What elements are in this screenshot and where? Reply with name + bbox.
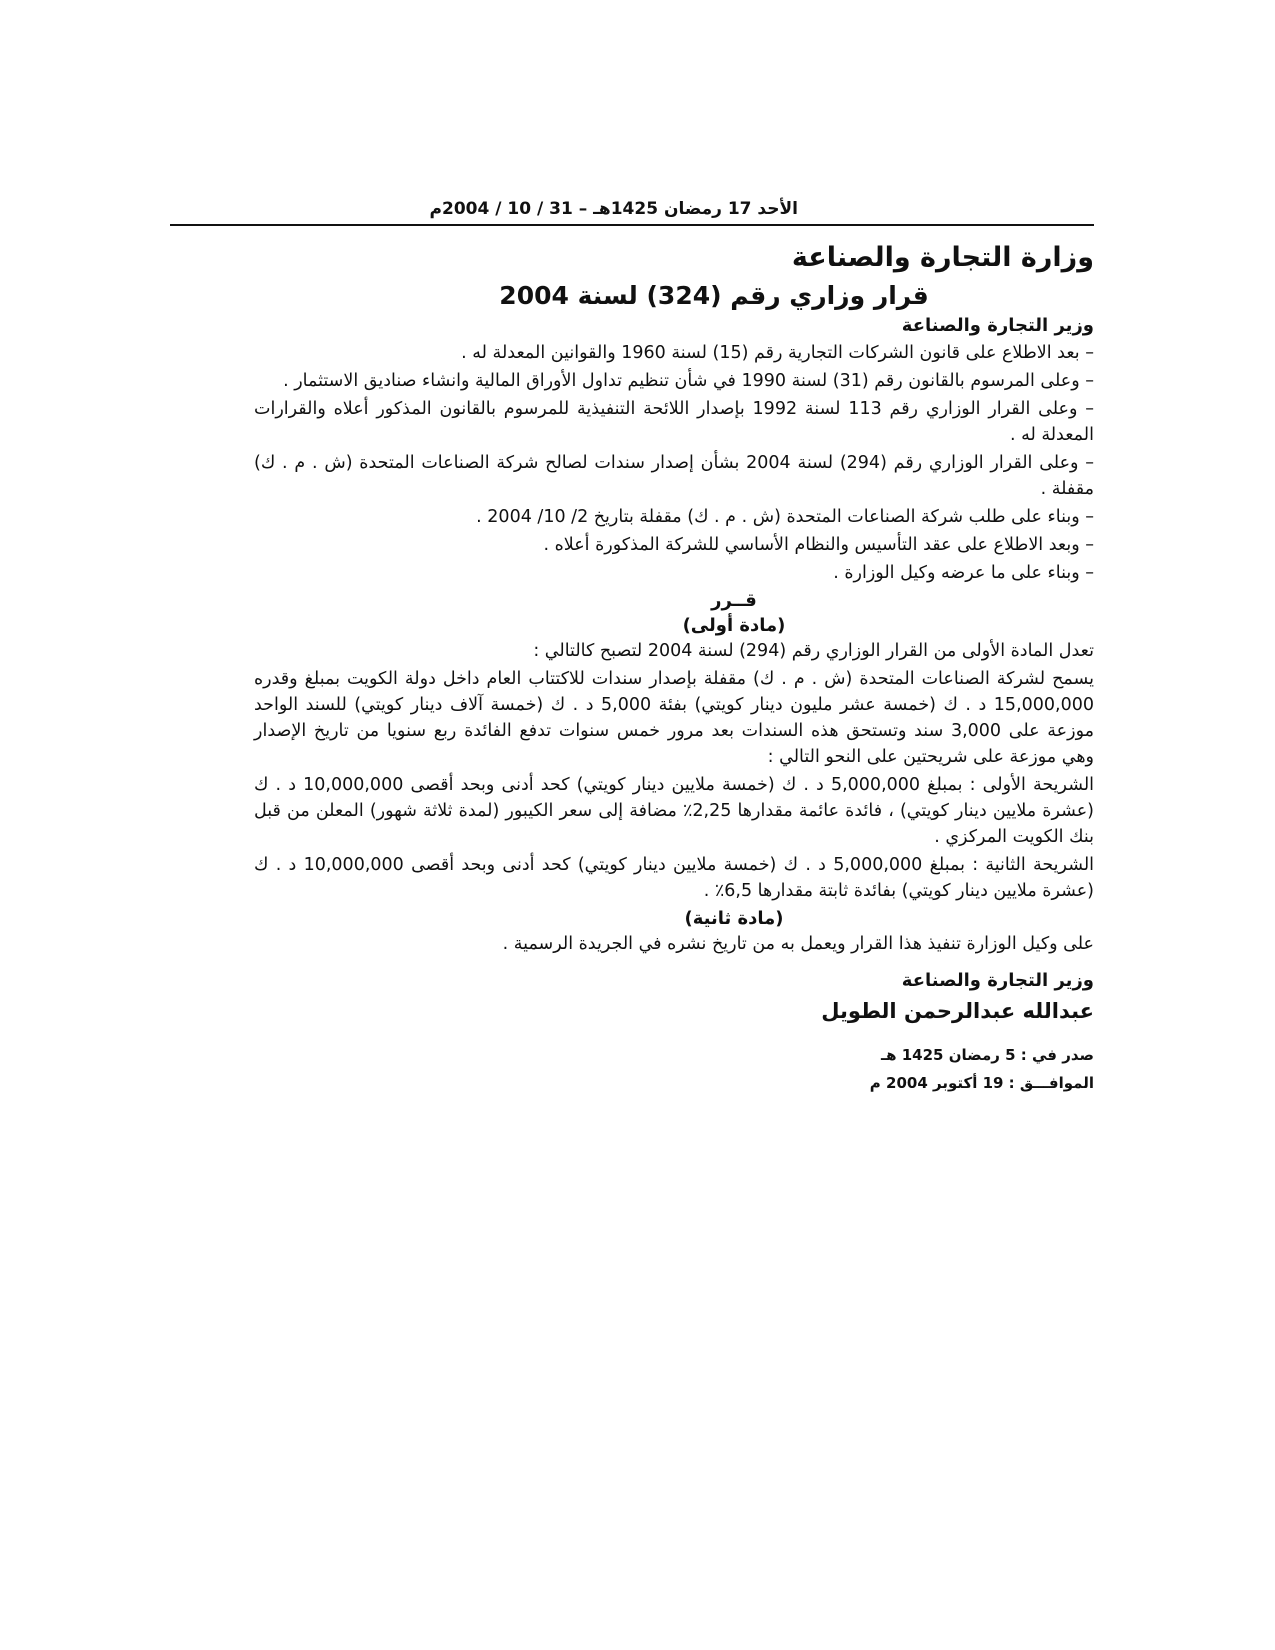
preamble-clause: – وعلى المرسوم بالقانون رقم (31) لسنة 1990 في شأن تنظيم تداول الأوراق المالية وانشاء صناديق الاستثمار . <box>283 371 1094 391</box>
preamble-clause: – وبعد الاطلاع على عقد التأسيس والنظام الأساسي للشركة المذكورة أعلاه . <box>543 535 1094 555</box>
article-two-body <box>254 931 1094 957</box>
preamble-clause: – بعد الاطلاع على قانون الشركات التجارية رقم (15) لسنة 1960 والقوانين المعدلة له . <box>461 343 1094 363</box>
decision-title: قرار وزاري رقم (324) لسنة 2004 <box>499 281 929 310</box>
article-one-paragraph: تعدل المادة الأولى من القرار الوزاري رقم (294) لسنة 2004 لتصبح كالتالي : <box>533 641 1094 661</box>
article-two-heading: (مادة ثانية) <box>684 908 784 929</box>
ministry-name: وزارة التجارة والصناعة <box>791 242 1094 273</box>
preamble-clause: – وعلى القرار الوزاري رقم 113 لسنة 1992 بإصدار اللائحة التنفيذية للمرسوم بالقانون المذكور أعلاه والقرارات المعدلة له . <box>254 399 1094 445</box>
issued-date: صدر في : 5 رمضان 1425 هـ <box>881 1046 1094 1064</box>
signature-block <box>254 967 1094 1027</box>
issue-info <box>254 1041 1094 1097</box>
article-one-paragraph: يسمح لشركة الصناعات المتحدة (ش . م . ك) مقفلة بإصدار سندات للاكتتاب العام داخل دولة الكويت بمبلغ وقدره 15,000,000 د . ك (خمسة عشر مليون دينار كويتي) بفئة 5,000 د . ك (خمسة آلاف دينار كويتي) للسند الواحد موزعة على 3,000 سند وتستحق هذه السندات بعد مرور خمس سنوات تدفع الفائدة ربع سنويا من تاريخ الإصدار وهي موزعة على شريحتين على النحو التالي : <box>254 669 1094 767</box>
tranche-two-paragraph: الشريحة الثانية : بمبلغ 5,000,000 د . ك (خمسة ملايين دينار كويتي) كحد أدنى وبحد أقصى 10,000,000 د . ك (عشرة ملايين دينار كويتي) بفائدة ثابتة مقدارها 6,5٪ . <box>254 855 1095 901</box>
tranche-one-paragraph: الشريحة الأولى : بمبلغ 5,000,000 د . ك (خمسة ملايين دينار كويتي) كحد أدنى وبحد أقصى 10,000,000 د . ك (عشرة ملايين دينار كويتي) ، فائدة عائمة مقدارها 2,25٪ مضافة إلى سعر الكيبور (لمدة ثلاثة شهور) المعلن من قبل بنك الكويت المركزي . <box>254 775 1095 847</box>
preamble <box>254 340 1094 586</box>
article-one-heading: (مادة أولى) <box>682 615 786 636</box>
signatory-name: عبدالله عبدالرحمن الطويل <box>821 999 1094 1023</box>
preamble-clause: – وبناء على طلب شركة الصناعات المتحدة (ش . م . ك) مقفلة بتاريخ 2/ 10/ 2004 . <box>476 507 1094 527</box>
corresponding-date: الموافـــق : 19 أكتوبر 2004 م <box>869 1074 1094 1092</box>
preamble-clause: – وعلى القرار الوزاري رقم (294) لسنة 2004 بشأن إصدار سندات لصالح شركة الصناعات المتحدة (ش . م . ك) مقفلة . <box>254 453 1094 499</box>
article-one-body <box>254 638 1094 904</box>
issue-date-header: الأحد 17 رمضان 1425هـ – 31 / 10 / 2004م <box>429 199 798 219</box>
preamble-clause: – وبناء على ما عرضه وكيل الوزارة . <box>833 563 1094 583</box>
minister-heading: وزير التجارة والصناعة <box>901 315 1094 336</box>
signatory-title: وزير التجارة والصناعة <box>901 970 1094 991</box>
decision-column <box>254 238 1094 1097</box>
decided-heading: قــرر <box>711 590 757 611</box>
article-two-paragraph: على وكيل الوزارة تنفيذ هذا القرار ويعمل به من تاريخ نشره في الجريدة الرسمية . <box>502 934 1094 954</box>
header-divider <box>170 224 1094 226</box>
